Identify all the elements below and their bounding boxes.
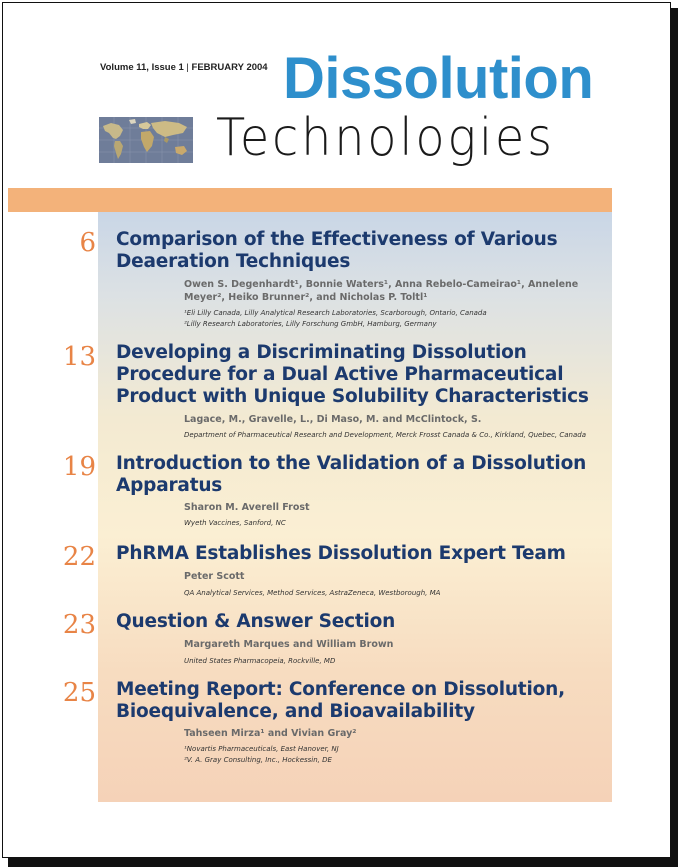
article-affiliations bbox=[184, 308, 604, 330]
affiliation: QA Analytical Services, Method Services, AstraZeneca, Westborough, MA bbox=[184, 589, 441, 597]
article-affiliations bbox=[184, 588, 604, 599]
page-number: 25 bbox=[62, 678, 96, 708]
page-number: 13 bbox=[62, 342, 96, 372]
issue-date: FEBRUARY 2004 bbox=[191, 62, 268, 73]
article-title[interactable]: Question & Answer Section bbox=[116, 611, 396, 632]
affiliation: ²Lilly Research Laboratories, Lilly Forschung GmbH, Hamburg, Germany bbox=[184, 320, 437, 328]
issue-separator: | bbox=[183, 62, 192, 73]
header-orange-bar bbox=[8, 188, 612, 212]
article-authors: Tahseen Mirza¹ and Vivian Gray² bbox=[184, 728, 357, 739]
logo-dissolution: Dissolution bbox=[283, 46, 594, 111]
article-title[interactable]: Meeting Report: Conference on Dissolution, Bioequivalence, and Bioavailability bbox=[116, 679, 565, 722]
page-number: 6 bbox=[79, 228, 96, 258]
article-affiliations bbox=[184, 744, 604, 766]
article-authors: Sharon M. Averell Frost bbox=[184, 502, 310, 513]
article-authors: Owen S. Degenhardt¹, Bonnie Waters¹, Anna Rebelo-Cameirao¹, Annelene Meyer², Heiko Brunner², and Nicholas P. Toltl¹ bbox=[184, 279, 579, 303]
affiliation: Wyeth Vaccines, Sanford, NC bbox=[184, 519, 286, 527]
logo-technologies: Technologies bbox=[216, 108, 555, 168]
article-authors: Peter Scott bbox=[184, 571, 245, 582]
affiliation: United States Pharmacopeia, Rockville, MD bbox=[184, 657, 336, 665]
issue-volume: Volume 11, Issue 1 bbox=[100, 62, 184, 73]
article-affiliations bbox=[184, 656, 604, 667]
page-number: 22 bbox=[62, 542, 96, 572]
page-shadow-right bbox=[671, 8, 678, 867]
affiliation: ¹Eli Lilly Canada, Lilly Analytical Research Laboratories, Scarborough, Ontario, Canada bbox=[184, 309, 487, 317]
article-affiliations bbox=[184, 430, 604, 441]
world-map-image bbox=[99, 117, 193, 163]
article-authors: Lagace, M., Gravelle, L., Di Maso, M. and McClintock, S. bbox=[184, 414, 482, 425]
article-title[interactable]: Introduction to the Validation of a Dissolution Apparatus bbox=[116, 453, 587, 496]
article-title[interactable]: Developing a Discriminating Dissolution Procedure for a Dual Active Pharmaceutical Product with Unique Solubility Characteristics bbox=[116, 342, 589, 407]
page-shadow-bottom bbox=[8, 858, 678, 867]
article-affiliations bbox=[184, 518, 604, 529]
affiliation: ²V. A. Gray Consulting, Inc., Hockessin, DE bbox=[184, 756, 332, 764]
article-title[interactable]: Comparison of the Effectiveness of Various Deaeration Techniques bbox=[116, 229, 558, 272]
article-title[interactable]: PhRMA Establishes Dissolution Expert Team bbox=[116, 543, 566, 564]
affiliation: ¹Novartis Pharmaceuticals, East Hanover, NJ bbox=[184, 745, 339, 753]
affiliation: Department of Pharmaceutical Research and Development, Merck Frosst Canada & Co., Kirkland, Quebec, Canada bbox=[184, 431, 587, 439]
page-number: 23 bbox=[62, 610, 96, 640]
article-authors: Margareth Marques and William Brown bbox=[184, 639, 394, 650]
issue-line bbox=[100, 62, 268, 73]
page-number: 19 bbox=[62, 452, 96, 482]
